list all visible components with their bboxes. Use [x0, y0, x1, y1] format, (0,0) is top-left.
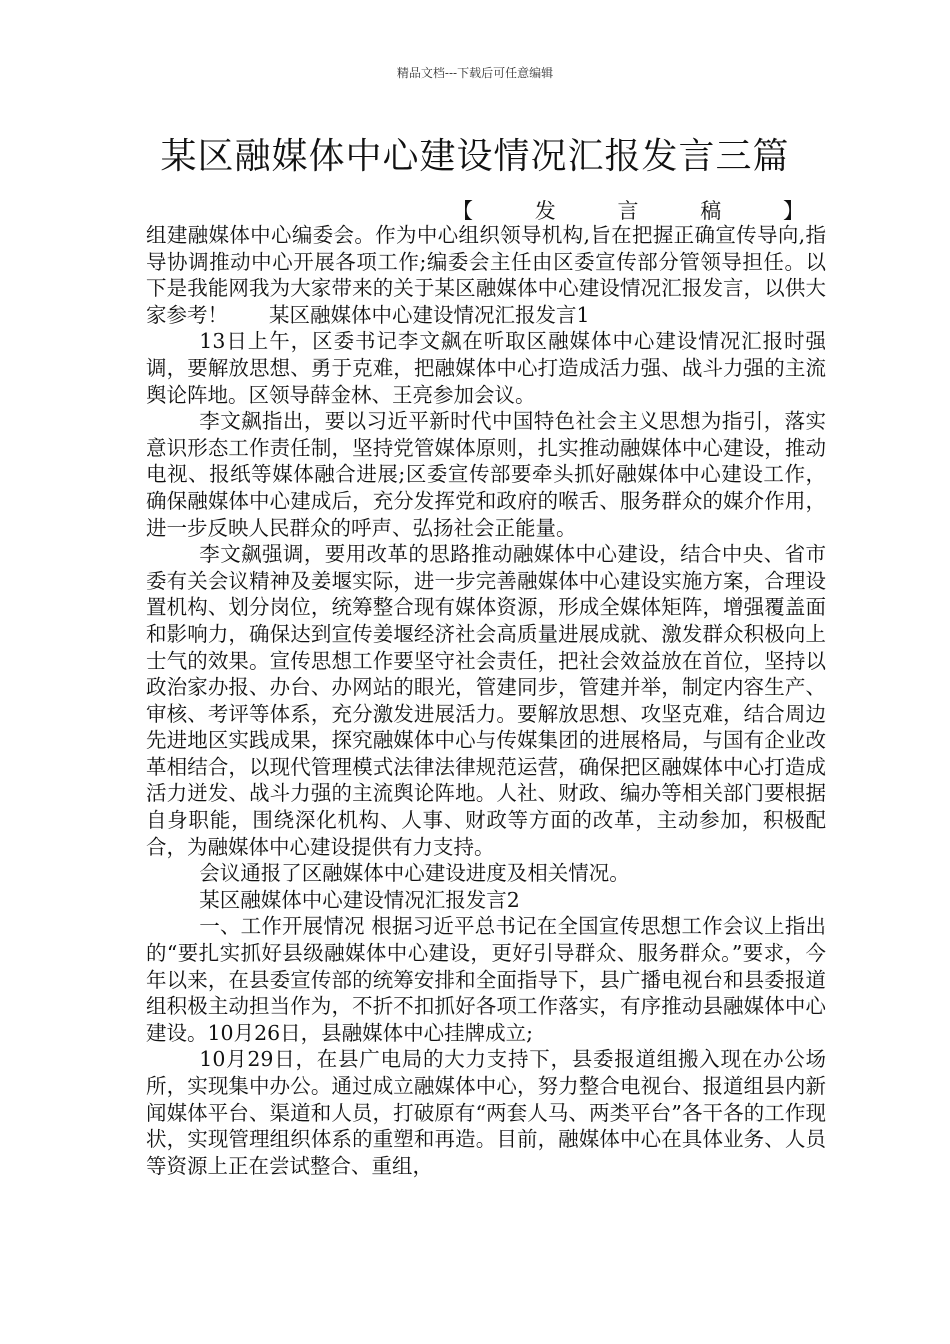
paragraph: 一、工作开展情况 根据习近平总书记在全国宣传思想工作会议上指出的“要扎实抓好县级融媒体中心建设，更好引导群众、服务群众。”要求，今年以来，在县委宣传部的统筹安排和全面指导下，县广播电视台和县委报道组积极主动担当作为，不折不扣抓好各项工作落实，有序推动县融媒体中心建设。10月26日，县融媒体中心挂牌成立; — [146, 914, 826, 1045]
category-char-2: 言 — [617, 199, 639, 223]
paragraph: 13日上午，区委书记李文飙在听取区融媒体中心建设情况汇报时强调，要解放思想、勇于克难，把融媒体中心打造成活力强、战斗力强的主流舆论阵地。区领导薛金林、王亮参加会议。 — [146, 329, 826, 407]
document-title: 某区融媒体中心建设情况汇报发言三篇 — [160, 136, 790, 177]
category-char-1: 发 — [534, 199, 556, 223]
category-bracket-close: 】 — [783, 199, 804, 223]
page-header-note: 精品文档---下载后可任意编辑 — [396, 66, 554, 80]
paragraph: 李文飙强调，要用改革的思路推动融媒体中心建设，结合中央、省市委有关会议精神及姜堰实际，进一步完善融媒体中心建设实施方案，合理设置机构、划分岗位，统筹整合现有媒体资源，形成全媒体矩阵，增强覆盖面和影响力，确保达到宣传姜堰经济社会高质量进展成就、激发群众积极向上士气的效果。宣传思想工作要坚守社会责任，把社会效益放在首位，坚持以政治家办报、办台、办网站的眼光，管建同步，管建并举，制定内容生产、审核、考评等体系，充分激发进展活力。要解放思想、攻坚克难，结合周边先进地区实践成果，探究融媒体中心与传媒集团的进展格局，与国有企业改革相结合，以现代管理模式法律法律规范运营，确保把区融媒体中心打造成活力迸发、战斗力强的主流舆论阵地。人社、财政、编办等相关部门要根据自身职能，围绕深化机构、人事、财政等方面的改革，主动参加，积极配合，为融媒体中心建设提供有力支持。 — [146, 542, 826, 859]
category-bracket-open: 【 — [452, 199, 473, 223]
category-char-3: 稿 — [700, 199, 722, 223]
paragraph: 会议通报了区融媒体中心建设进度及相关情况。 — [199, 861, 630, 886]
section-heading: 某区融媒体中心建设情况汇报发言2 — [199, 887, 520, 912]
paragraph: 10月29日，在县广电局的大力支持下，县委报道组搬入现在办公场所，实现集中办公。通过成立融媒体中心，努力整合电视台、报道组县内新闻媒体平台、渠道和人员，打破原有“两套人马、两类平台”各干各的工作现状，实现管理组织体系的重塑和再造。目前，融媒体中心在具体业务、人员等资源上正在尝试整合、重组， — [146, 1047, 826, 1178]
document-body — [146, 222, 826, 1179]
paragraph: 李文飙指出，要以习近平新时代中国特色社会主义思想为指引，落实意识形态工作责任制，坚持党管媒体原则，扎实推动融媒体中心建设，推动电视、报纸等媒体融合进展;区委宣传部要牵头抓好融媒体中心建设工作，确保融媒体中心建成后，充分发挥党和政府的喉舌、服务群众的媒介作用，进一步反映人民群众的呼声、弘扬社会正能量。 — [146, 409, 826, 540]
paragraph-intro: 组建融媒体中心编委会。作为中心组织领导机构,旨在把握正确宣传导向,指导协调推动中心开展各项工作;编委会主任由区委宣传部分管领导担任。以下是我能网我为大家带来的关于某区融媒体中心建设情况汇报发言，以供大家参考！ 某区融媒体中心建设情况汇报发言1 — [146, 223, 826, 327]
